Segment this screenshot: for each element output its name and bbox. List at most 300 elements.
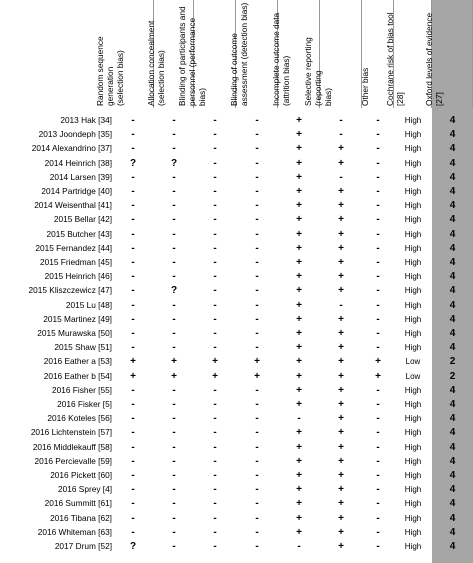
bias-cell: - [213,541,217,552]
bias-cell: ? [129,157,137,169]
bias-cell: - [131,384,135,396]
column-header [302,0,362,108]
oxford-level-cell: 4 [449,526,456,538]
cochrane-risk-cell: High [404,343,422,353]
bias-cell: - [376,242,380,254]
bias-cell: - [376,115,380,126]
bias-cell: - [255,498,259,510]
bias-cell: - [131,484,135,496]
bias-cell: - [131,526,135,538]
study-label: 2015 Lu [48] [65,299,112,310]
bias-cell: - [131,129,135,141]
study-label: 2015 Murawska [50] [37,328,112,338]
cochrane-risk-cell: High [404,314,422,324]
column-header-label: Blinding of participants and personnel (performance bias) [176,6,207,106]
bias-cell: - [131,470,135,481]
bias-cell: + [338,200,344,212]
study-label: 2015 Fernandez [44] [35,242,112,253]
bias-cell: - [172,413,176,425]
bias-cell: - [213,484,217,496]
bias-cell: + [338,342,344,354]
study-label: 2015 Friedman [45] [40,257,112,267]
bias-cell: + [296,129,302,141]
bias-cell: + [338,413,344,425]
bias-cell: - [255,399,259,410]
bias-cell: - [255,484,259,496]
bias-cell: - [131,228,135,240]
bias-cell: - [172,257,176,268]
bias-cell: + [254,356,260,368]
oxford-level-cell: 4 [449,171,456,183]
bias-cell: - [172,441,176,453]
bias-cell: - [376,455,380,467]
cochrane-risk-cell: High [404,442,422,452]
bias-cell: + [212,370,218,382]
cochrane-risk-cell: High [404,201,422,211]
bias-cell: + [338,186,344,197]
oxford-level-cell: 4 [449,470,456,481]
study-label: 2015 Heinrich [46] [44,271,112,282]
bias-cell: - [213,427,217,439]
bias-cell: + [296,157,302,169]
bias-cell: + [338,441,344,453]
column-header-label: Selective reporting (reporting bias) [302,37,333,106]
bias-cell: + [338,484,344,496]
bias-cell: - [255,328,259,339]
bias-cell: - [213,257,217,268]
bias-cell: - [131,328,135,339]
bias-cell: - [376,257,380,268]
bias-cell: - [213,384,217,396]
bias-cell: - [255,228,259,240]
bias-cell: - [131,427,135,439]
bias-cell: + [296,200,302,212]
bias-cell: - [255,257,259,268]
oxford-level-cell: 4 [449,384,456,396]
bias-cell: - [131,441,135,453]
cochrane-risk-cell: High [404,172,422,182]
bias-cell: - [213,228,217,240]
bias-cell: + [338,384,344,396]
bias-cell: - [376,328,380,339]
bias-cell: - [172,541,176,552]
bias-cell: - [255,129,259,141]
bias-cell: - [213,526,217,538]
bias-cell: - [255,285,259,297]
cochrane-risk-cell: High [404,144,422,154]
cochrane-risk-cell: High [404,286,422,296]
bias-cell: - [172,399,176,410]
bias-cell: - [255,157,259,169]
cochrane-risk-cell: High [404,258,422,267]
bias-cell: + [296,455,302,467]
bias-cell: - [376,271,380,283]
bias-cell: + [375,370,381,382]
bias-cell: - [376,214,380,226]
study-label: 2016 Pickett [60] [50,470,112,480]
bias-cell: - [131,285,135,297]
cochrane-risk-cell: High [404,229,422,239]
bias-cell: + [296,384,302,396]
bias-cell: - [172,214,176,226]
study-label: 2016 Summitt [61] [44,498,112,509]
bias-cell: - [131,498,135,510]
oxford-level-cell: 4 [449,257,456,268]
bias-cell: - [172,299,176,311]
bias-cell: + [296,214,302,226]
bias-cell: - [255,413,259,425]
study-label: 2016 Sprey [4] [58,484,112,495]
bias-cell: - [376,470,380,481]
bias-cell: - [131,399,135,410]
oxford-level-cell: 4 [449,157,456,169]
cochrane-risk-cell: High [404,272,422,282]
study-label: 2015 Butcher [43] [46,228,112,239]
bias-cell: - [172,143,176,155]
bias-cell: + [338,157,344,169]
bias-cell: - [131,342,135,354]
bias-cell: - [255,470,259,481]
oxford-level-cell: 4 [449,498,456,510]
bias-cell: - [376,526,380,538]
bias-cell: - [213,342,217,354]
bias-cell: - [131,143,135,155]
oxford-level-cell: 4 [449,441,456,453]
bias-cell: - [172,242,176,254]
study-label: 2016 Eather b [54] [43,370,112,381]
study-label: 2016 Tibana [62] [50,512,112,523]
bias-cell: - [376,171,380,183]
cochrane-risk-cell: High [404,542,422,551]
bias-cell: - [213,455,217,467]
column-header-label: Other bias [359,67,370,106]
bias-cell: - [255,512,259,524]
column-header-label: Incomplete outcome data (attrition bias) [270,12,291,106]
bias-cell: - [131,200,135,212]
bias-cell: + [338,143,344,155]
bias-cell: - [213,399,217,410]
bias-cell: - [376,129,380,141]
bias-cell: - [131,242,135,254]
bias-cell: + [171,356,177,368]
bias-cell: - [376,143,380,155]
bias-cell: + [130,370,136,382]
bias-cell: + [338,242,344,254]
study-label: 2016 Middlekauff [58] [32,441,112,452]
bias-cell: + [296,370,302,382]
bias-cell: + [338,271,344,283]
bias-cell: - [172,200,176,212]
bias-cell: + [254,370,260,382]
oxford-level-cell: 4 [449,342,456,354]
bias-cell: - [213,242,217,254]
bias-cell: + [296,342,302,354]
bias-cell: - [131,512,135,524]
bias-cell: + [338,228,344,240]
bias-cell: - [131,299,135,311]
bias-cell: + [338,455,344,467]
study-label: 2014 Alexandrino [37] [31,143,112,154]
bias-cell: + [375,356,381,368]
bias-cell: - [213,299,217,311]
bias-cell: + [296,299,302,311]
bias-cell: - [339,299,343,311]
bias-cell: - [376,342,380,354]
cochrane-risk-cell: Low [405,371,421,381]
study-label: 2016 Koteles [56] [47,413,112,424]
bias-cell: - [172,427,176,439]
bias-cell: - [213,115,217,126]
bias-cell: - [255,242,259,254]
oxford-level-cell: 4 [449,313,456,325]
bias-cell: - [213,157,217,169]
cochrane-risk-cell: High [404,485,422,495]
oxford-level-cell: 4 [449,299,456,311]
bias-cell: - [297,541,301,552]
bias-cell: - [255,214,259,226]
bias-cell: + [338,356,344,368]
bias-cell: - [255,143,259,155]
bias-cell: - [172,470,176,481]
oxford-level-cell: 2 [449,370,456,382]
bias-cell: - [376,399,380,410]
study-label: 2015 Bellar [42] [53,214,112,225]
study-label: 2015 Shaw [51] [54,342,112,353]
study-label: 2013 Hak [34] [60,115,112,125]
bias-cell: + [296,498,302,510]
bias-cell: + [296,399,302,410]
oxford-level-cell: 4 [449,271,456,283]
bias-cell: + [296,271,302,283]
cochrane-risk-cell: High [404,456,422,466]
bias-cell: - [255,455,259,467]
bias-cell: - [213,313,217,325]
bias-cell: - [213,470,217,481]
bias-cell: - [213,413,217,425]
column-header [424,0,473,108]
bias-cell: + [171,370,177,382]
bias-cell: - [213,186,217,197]
bias-cell: - [255,427,259,439]
bias-cell: - [376,186,380,197]
bias-cell: - [172,171,176,183]
cochrane-risk-cell: High [404,414,422,424]
bias-cell: - [172,328,176,339]
bias-cell: + [338,257,344,268]
bias-cell: - [376,498,380,510]
oxford-level-cell: 4 [449,228,456,240]
bias-cell: - [376,285,380,297]
bias-cell: - [172,313,176,325]
bias-cell: - [213,129,217,141]
bias-cell: - [213,214,217,226]
cochrane-risk-cell: High [404,187,422,196]
bias-cell: - [131,171,135,183]
bias-cell: - [172,115,176,126]
bias-cell: - [172,228,176,240]
bias-cell: + [296,186,302,197]
column-header-label: Random sequence generation (selection bias) [94,36,125,106]
column-header-label: Blinding of outcome assessment (detection bias) [228,2,249,106]
bias-cell: + [338,427,344,439]
bias-cell: - [213,512,217,524]
column-header-label: Allocation concealment (selection bias) [145,20,166,106]
bias-cell: - [172,342,176,354]
bias-cell: + [296,242,302,254]
bias-cell: - [172,186,176,197]
bias-cell: - [255,342,259,354]
oxford-level-cell: 4 [449,541,456,552]
bias-cell: - [213,143,217,155]
bias-cell: - [131,214,135,226]
bias-cell: + [296,470,302,481]
bias-cell: - [255,200,259,212]
bias-cell: - [376,512,380,524]
bias-cell: + [338,399,344,410]
study-label: 2014 Heinrich [38] [44,157,112,168]
cochrane-risk-cell: High [404,158,422,168]
bias-cell: + [338,214,344,226]
cochrane-risk-cell: High [404,471,422,480]
oxford-level-cell: 4 [449,200,456,212]
bias-cell: - [376,200,380,212]
bias-cell: - [255,186,259,197]
study-label: 2016 Whiteman [63] [37,526,112,537]
bias-cell: - [213,285,217,297]
bias-cell: + [296,285,302,297]
bias-cell: - [339,171,343,183]
cochrane-risk-cell: High [404,499,422,509]
cochrane-risk-cell: High [404,243,422,253]
cochrane-risk-cell: High [404,385,422,395]
study-label: 2016 Lichtenstein [57] [30,427,112,438]
bias-cell: + [296,427,302,439]
bias-cell: + [338,541,344,552]
bias-cell: ? [129,541,137,552]
bias-cell: - [376,484,380,496]
oxford-level-cell: 4 [449,413,456,425]
cochrane-risk-cell: Low [405,357,421,367]
study-label: 2017 Drum [52] [54,541,112,551]
bias-cell: + [338,328,344,339]
bias-cell: ? [170,285,178,297]
bias-cell: - [172,129,176,141]
bias-cell: + [296,228,302,240]
bias-cell: - [131,313,135,325]
bias-cell: + [296,143,302,155]
bias-cell: - [255,115,259,126]
bias-cell: - [131,186,135,197]
bias-cell: - [255,441,259,453]
bias-cell: - [131,257,135,268]
bias-cell: - [131,455,135,467]
bias-cell: - [213,171,217,183]
bias-cell: - [376,384,380,396]
bias-cell: + [296,484,302,496]
study-label: 2014 Larsen [39] [49,171,112,182]
bias-cell: - [213,200,217,212]
bias-cell: - [172,498,176,510]
study-label: 2016 Eather a [53] [43,356,112,367]
bias-cell: - [255,299,259,311]
bias-cell: - [213,271,217,283]
cochrane-risk-cell: High [404,513,422,523]
oxford-level-cell: 4 [449,143,456,155]
bias-cell: - [131,271,135,283]
study-label: 2014 Weisenthal [41] [34,200,112,211]
bias-cell: - [339,115,343,126]
cochrane-risk-cell: High [404,329,422,338]
bias-cell: - [376,441,380,453]
study-label: 2015 Martinez [49] [43,313,112,324]
bias-cell: - [213,441,217,453]
oxford-level-cell: 4 [449,455,456,467]
bias-cell: - [131,413,135,425]
oxford-level-cell: 4 [449,214,456,226]
cochrane-risk-cell: High [404,130,422,140]
bias-cell: - [172,484,176,496]
study-label: 2015 Kliszczewicz [47] [28,285,112,296]
column-header-label: Cochrane risk of bias tool [28] [384,12,405,106]
study-label: 2016 Fisher [55] [52,384,112,395]
bias-cell: + [338,512,344,524]
oxford-level-cell: 4 [449,115,456,126]
bias-cell: + [296,115,302,126]
bias-cell: - [255,171,259,183]
bias-cell: + [296,441,302,453]
study-label: 2013 Joondeph [35] [38,129,112,140]
bias-cell: + [338,313,344,325]
oxford-level-cell: 4 [449,427,456,439]
bias-cell: + [130,356,136,368]
bias-cell: - [255,526,259,538]
oxford-level-cell: 2 [449,356,456,368]
study-label: 2014 Partridge [40] [41,186,112,196]
bias-cell: - [297,413,301,425]
bias-cell: - [255,541,259,552]
bias-cell: + [296,356,302,368]
bias-cell: - [172,384,176,396]
oxford-level-cell: 4 [449,512,456,524]
bias-cell: + [212,356,218,368]
bias-cell: + [338,498,344,510]
cochrane-risk-cell: High [404,527,422,537]
bias-cell: - [213,498,217,510]
bias-cell: ? [170,157,178,169]
bias-cell: + [296,313,302,325]
study-label: 2016 Percievalle [59] [34,455,112,466]
oxford-level-cell: 4 [449,328,456,339]
bias-cell: + [338,470,344,481]
bias-cell: - [255,271,259,283]
cochrane-risk-cell: High [404,428,422,438]
bias-cell: - [376,157,380,169]
cochrane-risk-cell: High [404,400,422,409]
bias-cell: + [296,512,302,524]
column-header-label: Oxford levels of evidence [27] [424,12,444,106]
cochrane-risk-cell: High [404,116,422,125]
bias-cell: + [296,171,302,183]
oxford-level-cell: 4 [449,399,456,410]
bias-cell: - [131,115,135,126]
bias-cell: - [213,328,217,339]
bias-cell: + [338,370,344,382]
bias-cell: - [172,512,176,524]
bias-cell: - [376,541,380,552]
bias-cell: - [376,413,380,425]
oxford-level-cell: 4 [449,129,456,141]
oxford-level-cell: 4 [449,484,456,496]
